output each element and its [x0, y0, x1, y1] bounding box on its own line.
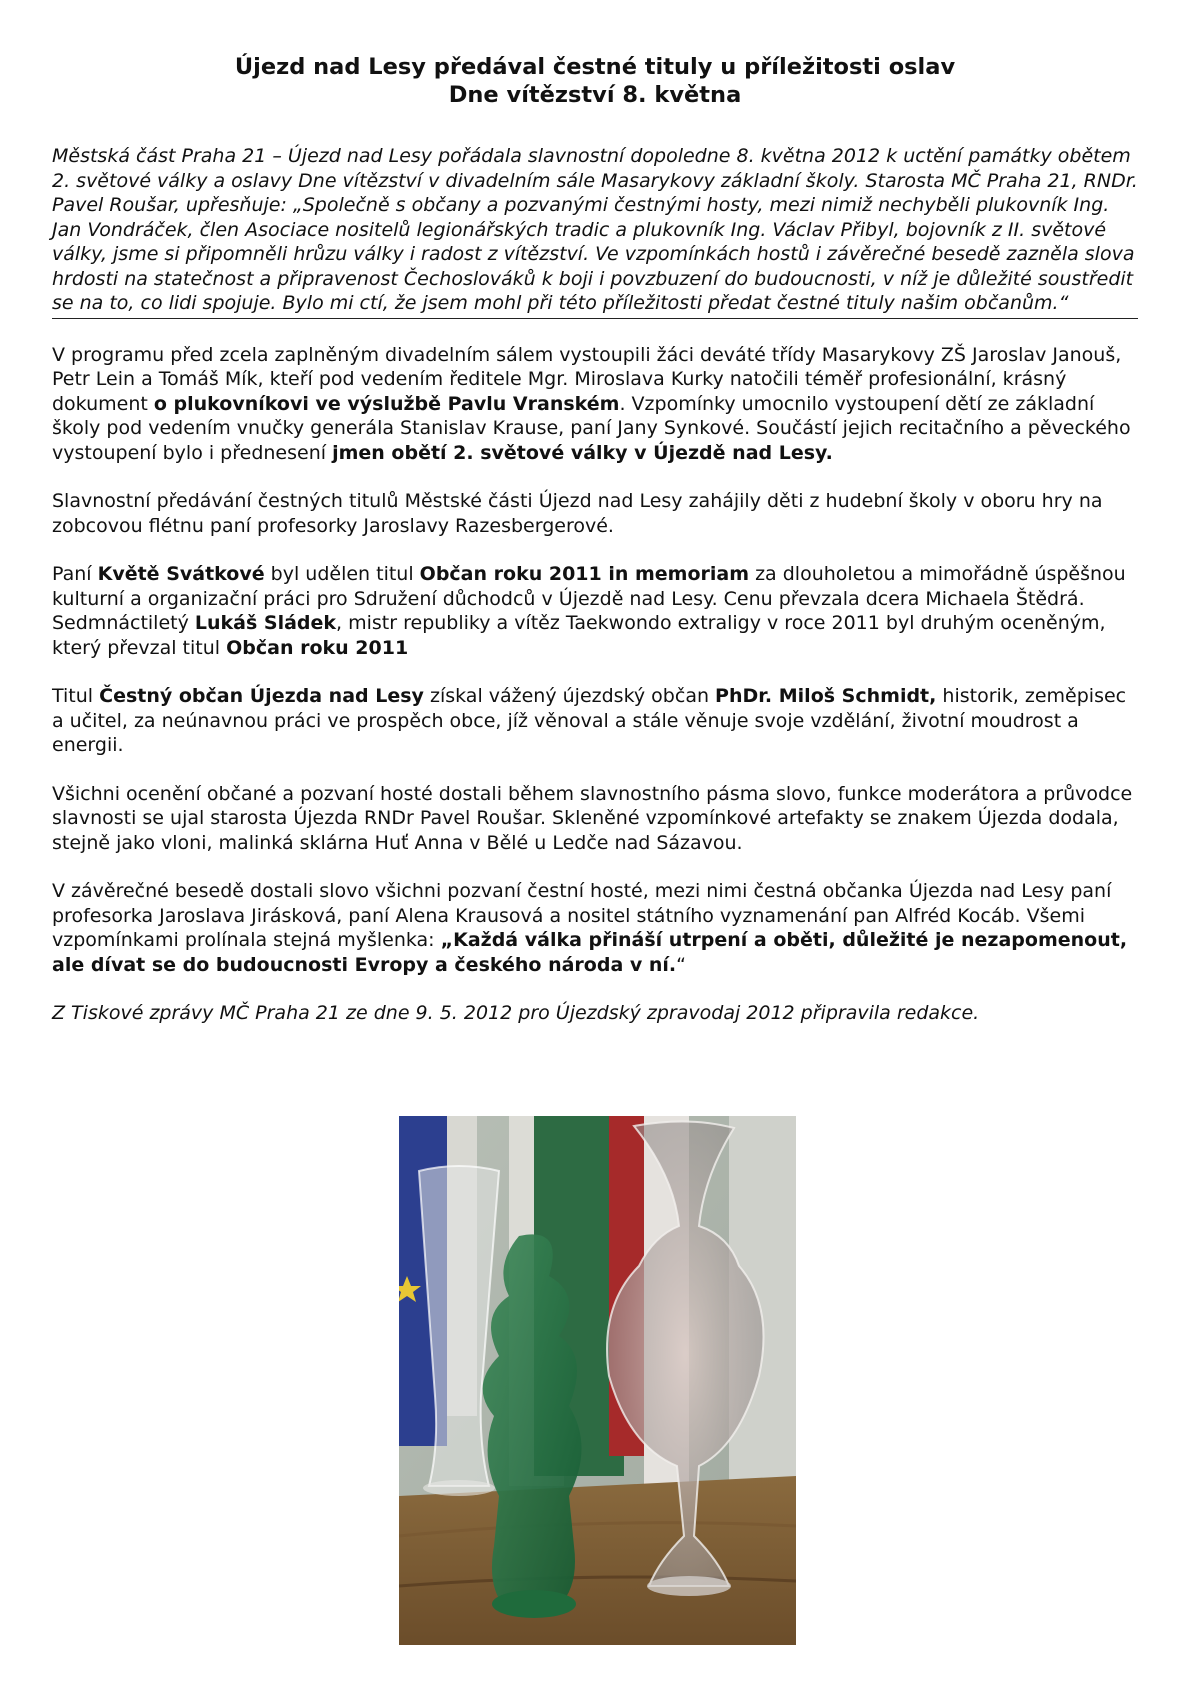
- paragraph-moderator: Všichni ocenění občané a pozvaní hosté dostali během slavnostního pásma slovo, funkce moderátora a průvodce slavnosti se ujal starosta Újezda RNDr Pavel Roušar. Skleněné vzpomínkové artefakty se znakem Újezda dodala, stejně jako vloni, malinká sklárna Huť Anna v Bělé u Ledče nad Sázavou.: [52, 782, 1133, 854]
- bold-span: o plukovníkovi ve výslužbě Pavlu Vranském: [153, 392, 620, 415]
- text-span: V závěrečné besedě dostali slovo všichni pozvaní čestní hosté, mezi nimi čestná občanka Újezda nad Lesy paní profesorka Jaroslava Jirásková, paní Alena Krausová a nositel státního vyznamenání pan Alfréd Kocáb. Všemi vzpomínkami prolínala stejná myšlenka:: [52, 880, 1112, 951]
- bold-span: Občan roku 2011 in memoriam: [419, 563, 750, 585]
- text-span: za dlouholetou a mimořádně úspěšnou kulturní a organizační práci pro Sdružení důchodců v Újezdě nad Lesy. Cenu převzala dcera Michaela Štědrá. Sedmnáctiletý: [52, 563, 1126, 634]
- text-span: Titul: [52, 685, 100, 707]
- text-span: získal vážený újezdský občan: [423, 685, 716, 707]
- paragraph-citizen-of-year: [52, 562, 1138, 660]
- lead-paragraph: Městská část Praha 21 – Újezd nad Lesy pořádala slavnostní dopoledne 8. května 2012 k uctění památky obětem 2. světové války a oslavy Dne vítězství v divadelním sále Masarykovy základní školy. Starosta MČ Praha 21, RNDr. Pavel Roušar, upřesňuje: „Společně s občany a pozvanými čestnými hosty, mezi nimiž nechyběli plukovník Ing. Jan Vondráček, člen Asociace nositelů legionářských tradic a plukovník Ing. Václav Přibyl, bojovník z II. světové války, jsme si připomněli hrůzu války i radost z vítězství. Ve vzpomínkách hostů i závěrečné besedě zazněla slova hrdosti na statečnost a připravenost Čechoslováků k boji i povzbuzení do budoucnosti, v níž je důležité soustředit se na to, co lidi spojuje. Bylo mi ctí, že jsem mohl při této příležitosti předat čestné tituly našim občanům.“: [52, 144, 1138, 319]
- bold-span: Lukáš Sládek: [194, 612, 337, 634]
- text-span: byl udělen titul: [264, 563, 420, 585]
- text-span: historik, zeměpisec a učitel, za neúnavnou práci ve prospěch obce, jíž věnoval a stále věnuje svoje vzdělání, životní moudrost a energii.: [52, 685, 1127, 756]
- title-line-2: Dne vítězství 8. května: [448, 82, 742, 108]
- text-span: “: [676, 953, 686, 976]
- source-note: Z Tiskové zprávy MČ Praha 21 ze dne 9. 5. 2012 pro Újezdský zpravodaj 2012 připravila redakce.: [52, 1002, 980, 1024]
- article-title: [52, 53, 1138, 109]
- article: [52, 0, 1138, 1026]
- text-span: Paní: [52, 563, 98, 585]
- photo-glass-trophies: [399, 1116, 796, 1645]
- bold-span: Květě Svátkové: [97, 563, 265, 585]
- text-span: , mistr republiky a vítěz Taekwondo extraligy v roce 2011 byl druhým oceněným, který převzal titul: [52, 612, 1106, 659]
- bold-span: jmen obětí 2. světové války v Újezdě nad Lesy.: [332, 441, 833, 464]
- title-line-1: Újezd nad Lesy předával čestné tituly u příležitosti oslav: [234, 54, 956, 80]
- paragraph-program: [52, 343, 1138, 466]
- bold-span: Čestný občan Újezda nad Lesy: [99, 685, 424, 707]
- bold-span: PhDr. Miloš Schmidt,: [715, 685, 937, 707]
- bold-span: „Každá válka přináší utrpení a oběti, důležité je nezapomenout, ale dívat se do budoucnosti Evropy a českého národa v ní.: [52, 929, 1128, 976]
- text-span: . Vzpomínky umocnilo vystoupení dětí ze základní školy pod vedením vnučky generála Stanislav Krause, paní Jany Synkové. Součástí jejich recitačního a pěveckého vystoupení bylo i přednesení: [52, 392, 1131, 464]
- paragraph-honorary-citizen: [52, 684, 1138, 758]
- text-span: V programu před zcela zaplněným divadelním sálem vystoupili žáci deváté třídy Masarykovy ZŠ Jaroslav Janouš, Petr Lein a Tomáš Mík, kteří pod vedením ředitele Mgr. Miroslava Kurky natočili téměř profesionální, krásný dokument: [52, 343, 1122, 415]
- paragraph-ceremony: Slavnostní předávání čestných titulů Městské části Újezd nad Lesy zahájily děti z hudební školy v oboru hry na zobcovou flétnu paní profesorky Jaroslavy Razesbergerové.: [52, 490, 1103, 537]
- bold-span: Občan roku 2011: [226, 636, 409, 659]
- paragraph-discussion: [52, 879, 1138, 977]
